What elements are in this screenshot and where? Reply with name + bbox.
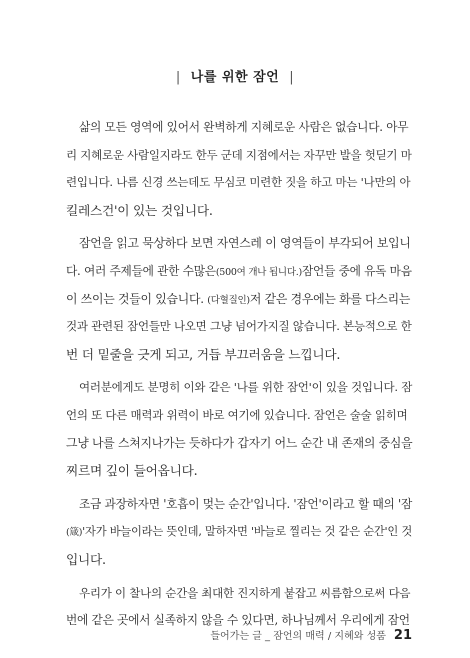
text-line (66, 518, 412, 546)
text-segment: 여러분에게도 분명히 이와 같은 '나를 위한 잠언'이 있을 것입니다. 잠 (79, 380, 413, 395)
text-segment: 번에 같은 곳에서 실족하지 않을 수 있다면, 하나님께서 우리에게 잠언 (66, 613, 410, 628)
text-segment: 그냥 나를 스쳐지나가는 듯하다가 갑자기 어느 순간 내 존재의 중심을 (66, 435, 413, 450)
text-segment: 입니다. (66, 551, 106, 567)
text-segment: 언의 또 다른 매력과 위력이 바로 여기에 있습니다. 잠언은 술술 읽히며 (66, 407, 408, 422)
text-line (66, 230, 412, 258)
text-line (66, 258, 412, 286)
text-segment: 킬레스건'이 있는 것입니다. (66, 202, 213, 218)
text-segment: 것과 관련된 잠언들만 나오면 그냥 넘어가지질 않습니다. 본능적으로 한 (66, 319, 412, 334)
text-line (66, 142, 412, 170)
text-fragment: 이 쓰이는 것들이 있습니다. (66, 291, 204, 306)
parenthetical-note: (500여 개나 됩니다.) (215, 266, 302, 278)
page-number: 21 (393, 628, 412, 643)
text-line (66, 402, 412, 430)
text-fragment: 다. 여러 주제들에 관한 수많은 (66, 263, 216, 278)
text-segment (66, 286, 410, 314)
text-line (66, 197, 412, 225)
chapter-heading (0, 66, 470, 85)
text-line (66, 491, 412, 519)
text-segment: 리 지혜로운 사람일지라도 한두 군데 지점에서는 자꾸만 발을 헛딛기 마 (66, 147, 412, 162)
text-segment: 찌르며 깊이 들어옵니다. (66, 463, 198, 479)
running-title: 들어가는 글 _ 잠언의 매력 / 지혜와 성품 (210, 631, 386, 642)
text-segment (66, 518, 412, 546)
text-line (66, 580, 412, 608)
section-title: 나를 위한 잠언 (190, 70, 280, 85)
text-segment (66, 258, 412, 286)
hanja-annotation: (箴) (66, 527, 83, 539)
text-segment: 번 더 밑줄을 긋게 되고, 거듭 부끄러움을 느낍니다. (66, 346, 341, 362)
heading-bar-left: | (175, 70, 181, 85)
body-text (66, 114, 412, 635)
text-fragment: '자가 바늘이라는 뜻인데, 말하자면 '바늘로 찔리는 것 같은 순간'인 것 (82, 525, 413, 539)
text-segment: 련입니다. 나름 신경 쓰는데도 무심코 미련한 짓을 하고 마는 '나만의 아 (66, 175, 411, 190)
text-line (66, 341, 412, 369)
text-line (66, 313, 412, 341)
parenthetical-note: (다혈질인) (207, 294, 250, 306)
text-segment: 우리가 이 찰나의 순간을 최대한 진지하게 붙잡고 씨름함으로써 다음 (79, 585, 411, 600)
text-line (66, 430, 412, 458)
text-line (66, 374, 412, 402)
text-segment: 삶의 모든 영역에 있어서 완벽하게 지혜로운 사람은 없습니다. 아무 (79, 120, 409, 134)
heading-bar-right: | (289, 70, 295, 85)
text-line (66, 114, 412, 142)
text-line (66, 546, 412, 574)
text-segment: 잠언을 읽고 묵상하다 보면 자연스레 이 영역들이 부각되어 보입니 (79, 236, 411, 251)
text-segment: 조금 과장하자면 '호흡이 멎는 순간'입니다. '잠언'이라고 할 때의 '잠 (79, 496, 413, 511)
text-line (66, 286, 412, 314)
text-fragment: 잠언들 중에 유독 마음 (301, 263, 412, 278)
text-fragment: 저 같은 경우에는 화를 다스리는 (249, 291, 411, 306)
text-line (66, 169, 412, 197)
text-line (66, 457, 412, 485)
page-footer (210, 627, 412, 643)
